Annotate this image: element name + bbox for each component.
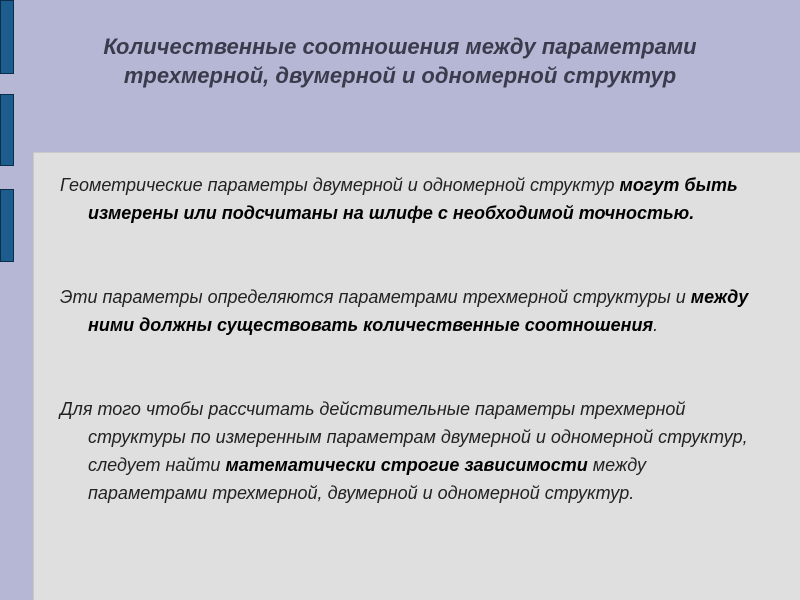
content-panel bbox=[33, 152, 800, 600]
paragraph-1-bold-text: могут быть измерены или подсчитаны на шлифе с необходимой точностью. bbox=[88, 175, 738, 223]
paragraph-2-bold-text: между ними должны существовать количественные соотношения bbox=[88, 287, 749, 335]
paragraph-1-normal-text: Геометрические параметры двумерной и одномерной структур bbox=[60, 175, 620, 195]
paragraph-3-normal-text: Для того чтобы рассчитать действительные параметры трехмерной структуры по измеренным параметрам двумерной и одномерной структур, следует найти bbox=[60, 399, 748, 475]
paragraph-1 bbox=[60, 171, 760, 227]
paragraph-3-trailing-text: между параметрами трехмерной, двумерной и одномерной структур. bbox=[88, 455, 647, 503]
slide-title: Количественные соотношения между параметрами трехмерной, двумерной и одномерной структур bbox=[103, 34, 697, 88]
side-decoration-bar-1 bbox=[0, 0, 14, 74]
paragraph-2 bbox=[60, 283, 760, 339]
paragraph-3-bold-text: математически строгие зависимости bbox=[225, 455, 588, 475]
side-decoration-bar-2 bbox=[0, 94, 14, 166]
paragraph-2-normal-text: Эти параметры определяются параметрами трехмерной структуры и bbox=[60, 287, 691, 307]
paragraph-3 bbox=[60, 395, 760, 507]
side-decoration-bar-3 bbox=[0, 189, 14, 262]
paragraph-2-trailing-text: . bbox=[653, 315, 659, 335]
